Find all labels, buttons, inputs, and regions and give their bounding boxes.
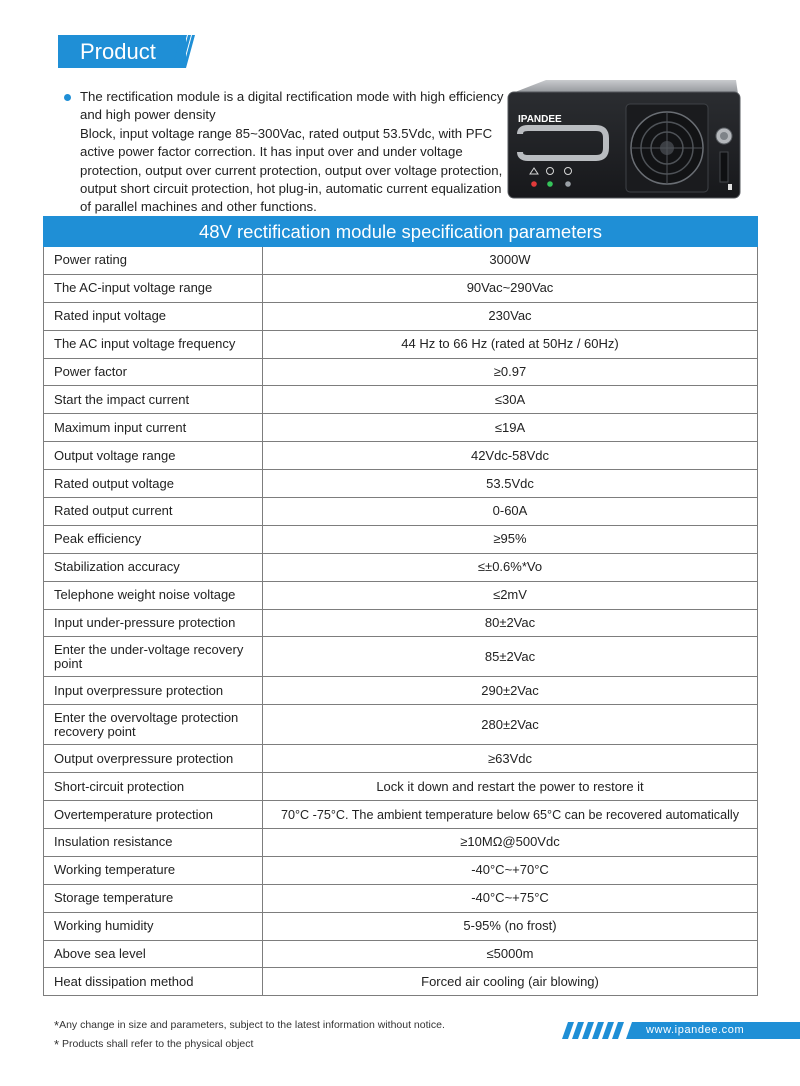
param-label: Rated output voltage	[44, 470, 263, 498]
table-row	[44, 386, 758, 414]
param-value: ≤5000m	[263, 940, 758, 968]
table-row	[44, 637, 758, 677]
section-title: Product	[58, 35, 186, 68]
asterisk: *	[54, 1037, 60, 1052]
asterisk: *	[54, 1018, 60, 1033]
param-label: Input under-pressure protection	[44, 609, 263, 637]
param-value: ≥95%	[263, 525, 758, 553]
table-row	[44, 414, 758, 442]
spec-table	[43, 216, 758, 996]
table-row	[44, 745, 758, 773]
table-row	[44, 829, 758, 857]
table-row	[44, 274, 758, 302]
footer-note-1: *Any change in size and parameters, subject to the latest information without notice.	[54, 1018, 445, 1033]
param-label: Enter the under-voltage recovery point	[44, 637, 263, 677]
param-value: 70°C -75°C. The ambient temperature below 65°C can be recovered automatically	[263, 801, 758, 829]
table-row	[44, 912, 758, 940]
table-row	[44, 302, 758, 330]
table-row	[44, 801, 758, 829]
param-label: Heat dissipation method	[44, 968, 263, 996]
table-row	[44, 581, 758, 609]
table-row	[44, 498, 758, 526]
param-label: Telephone weight noise voltage	[44, 581, 263, 609]
param-label: Power rating	[44, 247, 263, 275]
brand-label: IPANDEE	[518, 114, 562, 125]
table-row	[44, 470, 758, 498]
param-label: Peak efficiency	[44, 525, 263, 553]
param-label: The AC-input voltage range	[44, 274, 263, 302]
param-value: ≥0.97	[263, 358, 758, 386]
product-description	[64, 88, 504, 217]
param-label: Rated input voltage	[44, 302, 263, 330]
param-value: ≥10MΩ@500Vdc	[263, 829, 758, 857]
param-value: ≤30A	[263, 386, 758, 414]
param-label: Stabilization accuracy	[44, 553, 263, 581]
tab-slash-decoration	[172, 35, 196, 68]
table-row	[44, 609, 758, 637]
param-value: 3000W	[263, 247, 758, 275]
param-value: Forced air cooling (air blowing)	[263, 968, 758, 996]
table-row	[44, 525, 758, 553]
param-value: ≤19A	[263, 414, 758, 442]
param-value: 44 Hz to 66 Hz (rated at 50Hz / 60Hz)	[263, 330, 758, 358]
param-value: 85±2Vac	[263, 637, 758, 677]
param-label: Working temperature	[44, 856, 263, 884]
website-url: www.ipandee.com	[646, 1024, 745, 1036]
param-label: Input overpressure protection	[44, 677, 263, 705]
param-value: 230Vac	[263, 302, 758, 330]
table-row	[44, 677, 758, 705]
table-row	[44, 884, 758, 912]
param-label: Working humidity	[44, 912, 263, 940]
rectifier-module-image	[506, 80, 742, 200]
param-value: 53.5Vdc	[263, 470, 758, 498]
param-value: Lock it down and restart the power to restore it	[263, 773, 758, 801]
param-value: ≥63Vdc	[263, 745, 758, 773]
table-row	[44, 442, 758, 470]
table-row	[44, 773, 758, 801]
param-label: Insulation resistance	[44, 829, 263, 857]
param-label: Output voltage range	[44, 442, 263, 470]
param-label: Overtemperature protection	[44, 801, 263, 829]
param-value: 290±2Vac	[263, 677, 758, 705]
param-value: 0-60A	[263, 498, 758, 526]
table-row	[44, 705, 758, 745]
table-row	[44, 553, 758, 581]
param-value: 42Vdc-58Vdc	[263, 442, 758, 470]
param-value: 90Vac~290Vac	[263, 274, 758, 302]
param-label: Rated output current	[44, 498, 263, 526]
param-label: Output overpressure protection	[44, 745, 263, 773]
footer-note-2: * Products shall refer to the physical object	[54, 1037, 254, 1052]
table-row	[44, 247, 758, 275]
param-value: 80±2Vac	[263, 609, 758, 637]
param-value: ≤2mV	[263, 581, 758, 609]
bullet-icon	[64, 94, 71, 101]
param-label: Storage temperature	[44, 884, 263, 912]
table-row	[44, 968, 758, 996]
param-value: 5-95% (no frost)	[263, 912, 758, 940]
param-label: Start the impact current	[44, 386, 263, 414]
param-label: Enter the overvoltage protection recovery point	[44, 705, 263, 745]
param-value: -40°C~+70°C	[263, 856, 758, 884]
param-label: Above sea level	[44, 940, 263, 968]
table-row	[44, 940, 758, 968]
table-row	[44, 330, 758, 358]
param-label: Maximum input current	[44, 414, 263, 442]
param-label: Power factor	[44, 358, 263, 386]
param-label: The AC input voltage frequency	[44, 330, 263, 358]
table-row	[44, 358, 758, 386]
table-title-row	[44, 217, 758, 247]
param-label: Short-circuit protection	[44, 773, 263, 801]
table-title: 48V rectification module specification parameters	[44, 217, 758, 247]
table-row	[44, 856, 758, 884]
param-value: ≤±0.6%*Vo	[263, 553, 758, 581]
description-line-1: The rectification module is a digital rectification mode with high efficiency and high power density	[80, 89, 504, 123]
param-value: -40°C~+75°C	[263, 884, 758, 912]
description-line-2: Block, input voltage range 85~300Vac, rated output 53.5Vdc, with PFC active power factor correction. It has input over and under voltage protection, output over current protection, output over voltage protection, output short circuit protection, hot plug-in, automatic current equalization of parallel machines and other functions.	[80, 125, 503, 215]
param-value: 280±2Vac	[263, 705, 758, 745]
footer-notes	[54, 1016, 445, 1054]
